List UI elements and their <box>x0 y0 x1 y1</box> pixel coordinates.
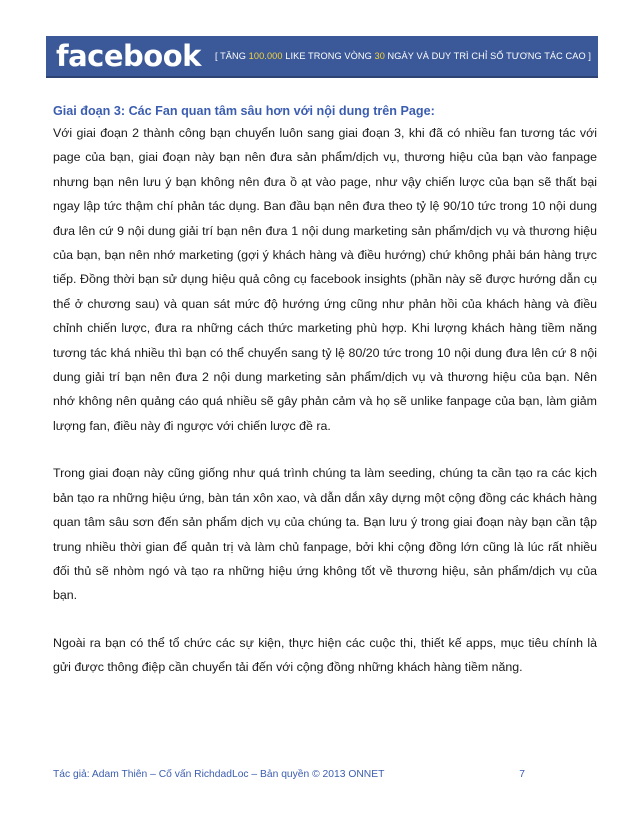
facebook-logo: facebook <box>56 39 201 73</box>
tagline-part: LIKE TRONG VÒNG <box>282 51 375 61</box>
tagline-part: NGÀY VÀ DUY TRÌ CHỈ SỐ TƯƠNG TÁC CAO ] <box>384 51 592 61</box>
tagline-part: [ TĂNG <box>214 51 249 61</box>
header-banner <box>46 36 598 78</box>
main-content <box>53 101 597 680</box>
page-number: 7 <box>519 769 525 780</box>
paragraph-1: Với giai đoạn 2 thành công bạn chuyển luôn sang giai đoạn 3, khi đã có nhiều fan tương tác với page của bạn, giai đoạn này bạn nên đưa sản phẩm/dịch vụ, thương hiệu của bạn vào fanpage nhưng bạn nên lưu ý bạn không nên đưa ồ ạt vào page, như vậy chiến lược của bạn sẽ thất bại ngay lập tức thậm chí phản tác dụng. Ban đầu bạn nên đưa theo tỷ lệ 90/10 tức trong 10 nội dung đưa lên cứ 9 nội dung giải trí bạn nên đưa 1 nội dung marketing sản phẩm/dịch vụ và thương hiệu của bạn, bạn nên nhớ marketing (gợi ý khách hàng và điều hướng) chứ không phải bán hàng trực tiếp. Đồng thời bạn sử dụng hiệu quả công cụ facebook insights (phần này sẽ được hướng dẫn cụ thể ở chương sau) và quan sát mức độ hướng ứng cũng như phản hồi của khách hàng và điều chỉnh chiến lược, đưa ra những cách thức marketing phù hợp. Khi lượng khách hàng tiềm năng tương tác khá nhiều thì bạn có thể chuyển sang tỷ lệ 80/20 tức trong 10 nội dung đưa lên cứ 8 nội dung giải trí bạn nên đưa 2 nội dung marketing sản phẩm/dịch vụ và thương hiệu của bạn. Nên nhớ không nên quảng cáo quá nhiều sẽ gây phản cảm và họ sẽ unlike fanpage của bạn, làm giảm lượng fan, điều này đi ngược với chiến lược đề ra. <box>53 126 597 433</box>
page-footer <box>53 769 597 780</box>
paragraph-2: Trong giai đoạn này cũng giống như quá trình chúng ta làm seeding, chúng ta cần tạo ra các kịch bản tạo ra những hiệu ứng, bàn tán xôn xao, và dẫn dắn xây dựng một cộng đồng các khách hàng quan tâm sâu sơn đến sản phẩm dịch vụ của chúng ta. Bạn lưu ý trong giai đoạn này bạn cần tập trung nhiều thời gian để quản trị và làm chủ fanpage, bởi khi cộng đồng lớn cũng là lúc rất nhiều đối thủ sẽ nhòm ngó và tạo ra những hiệu ứng không tốt về thương hiệu, sản phẩm/dịch vụ của bạn. <box>53 466 597 603</box>
footer-credit: Tác giả: Adam Thiên – Cố vấn RichdadLoc – Bản quyền © 2013 ONNET <box>53 769 385 780</box>
tagline-highlight-likes: 100.000 <box>248 51 283 61</box>
paragraph-3: Ngoài ra bạn có thể tổ chức các sự kiện, thực hiện các cuộc thi, thiết kế apps, mục tiêu chính là gửi được thông điệp cần chuyển tải đến với cộng đồng những khách hàng tiềm năng. <box>53 635 597 675</box>
banner-tagline <box>215 51 591 61</box>
tagline-highlight-days: 30 <box>374 51 385 61</box>
section-heading: Giai đoạn 3: Các Fan quan tâm sâu hơn với nội dung trên Page: <box>53 104 435 118</box>
